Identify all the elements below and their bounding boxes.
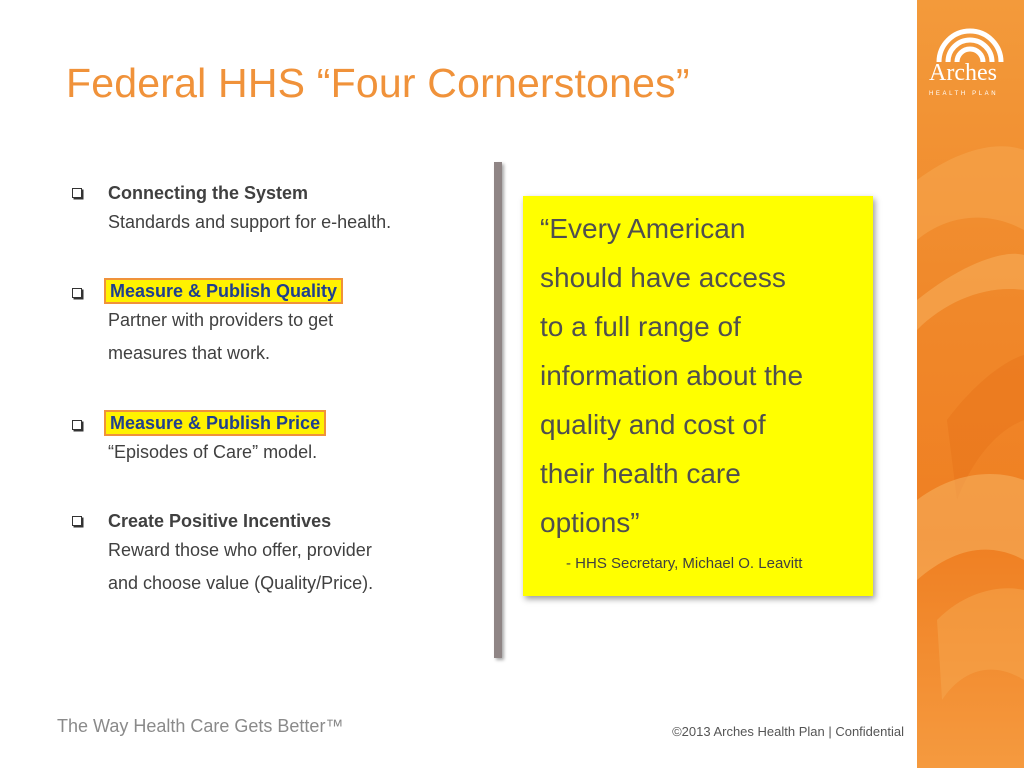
bullet-heading: Connecting the System xyxy=(108,183,309,203)
bullet-body: “Episodes of Care” model. xyxy=(108,442,318,462)
list-item xyxy=(70,508,470,600)
bullet-heading-highlighted: Measure & Publish Quality xyxy=(104,278,343,304)
sidebar-swirl-decoration xyxy=(917,0,1024,768)
bullet-body: Standards and support for e-health. xyxy=(108,212,392,232)
checkbox-bullet-icon xyxy=(72,288,82,298)
slide-title: Federal HHS “Four Cornerstones” xyxy=(66,60,690,106)
quote-line: quality and cost of xyxy=(540,409,766,440)
footer-tagline: The Way Health Care Gets Better™ xyxy=(57,716,344,736)
footer-copyright: ©2013 Arches Health Plan | Confidential xyxy=(672,724,904,739)
logo-name: Arches xyxy=(929,60,997,86)
bullet-body: and choose value (Quality/Price). xyxy=(108,573,374,593)
quote-line: their health care xyxy=(540,458,741,489)
logo-subtitle: HEALTH PLAN xyxy=(929,91,999,97)
orange-sidebar xyxy=(917,0,1024,768)
checkbox-bullet-icon xyxy=(72,188,82,198)
checkbox-bullet-icon xyxy=(72,516,82,526)
list-item xyxy=(70,278,470,410)
quote-text xyxy=(540,204,873,547)
quote-box xyxy=(523,196,873,596)
quote-line: information about the xyxy=(540,360,804,391)
bullet-body: Reward those who offer, provider xyxy=(108,540,372,560)
cornerstones-list xyxy=(70,180,470,600)
bullet-heading-highlighted: Measure & Publish Price xyxy=(104,410,326,436)
vertical-divider xyxy=(494,162,502,658)
checkbox-bullet-icon xyxy=(72,420,82,430)
quote-line: “Every American xyxy=(540,213,746,244)
bullet-heading: Create Positive Incentives xyxy=(108,511,332,531)
bullet-body: measures that work. xyxy=(108,343,271,363)
quote-line: to a full range of xyxy=(540,311,741,342)
quote-line: should have access xyxy=(540,262,786,293)
quote-line: options” xyxy=(540,507,640,538)
quote-attribution: - HHS Secretary, Michael O. Leavitt xyxy=(566,555,803,572)
bullet-body: Partner with providers to get xyxy=(108,310,334,330)
list-item xyxy=(70,410,470,508)
list-item xyxy=(70,180,470,278)
